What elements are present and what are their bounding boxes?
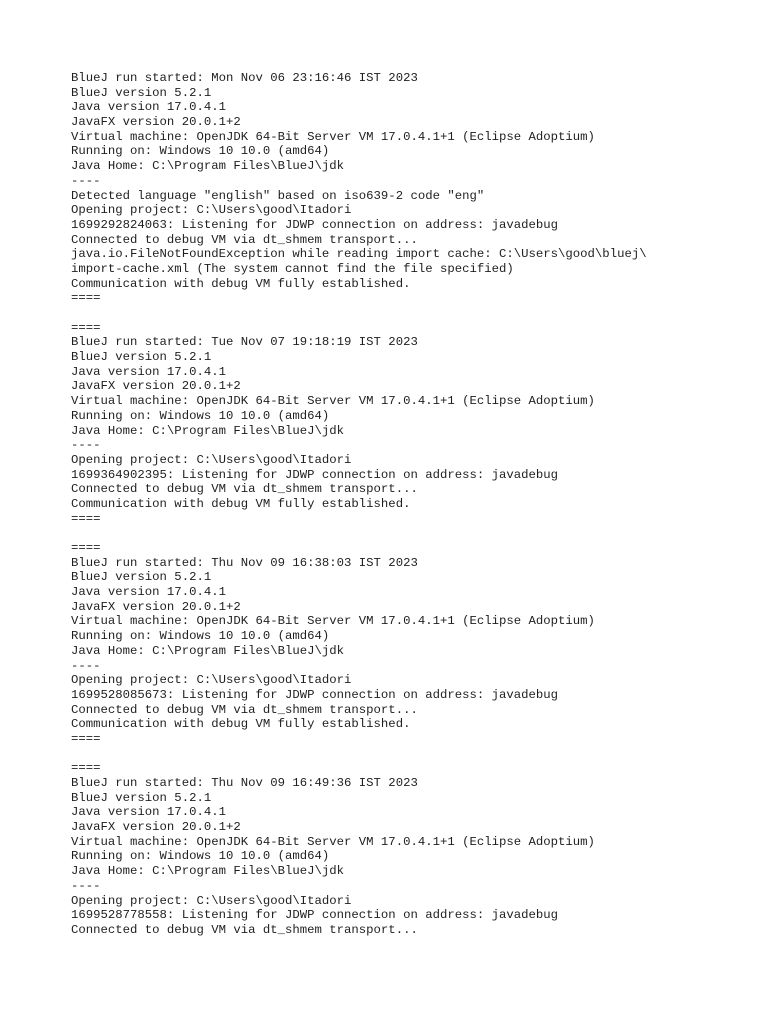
- log-line: BlueJ version 5.2.1: [71, 790, 212, 805]
- log-line: ====: [71, 731, 101, 746]
- log-line: ----: [71, 878, 101, 893]
- log-line: 1699528778558: Listening for JDWP connection on address: javadebug: [71, 908, 559, 923]
- log-line: import-cache.xml (The system cannot find the file specified): [71, 261, 514, 276]
- log-line: Running on: Windows 10 10.0 (amd64): [71, 408, 330, 423]
- log-line: Opening project: C:\Users\good\Itadori: [71, 452, 352, 467]
- log-line: Java Home: C:\Program Files\BlueJ\jdk: [71, 159, 345, 174]
- log-line: BlueJ version 5.2.1: [71, 350, 212, 365]
- log-line: Communication with debug VM fully established.: [71, 717, 411, 732]
- log-line: BlueJ run started: Tue Nov 07 19:18:19 IST 2023: [71, 335, 418, 350]
- log-line: Detected language "english" based on iso639-2 code "eng": [71, 188, 485, 203]
- log-line: Java Home: C:\Program Files\BlueJ\jdk: [71, 864, 345, 879]
- log-line: ====: [71, 291, 101, 306]
- log-line: Opening project: C:\Users\good\Itadori: [71, 673, 352, 688]
- log-line: java.io.FileNotFoundException while reading import cache: C:\Users\good\bluej\: [71, 247, 647, 262]
- log-line: Opening project: C:\Users\good\Itadori: [71, 893, 352, 908]
- log-line: Running on: Windows 10 10.0 (amd64): [71, 629, 330, 644]
- log-line: ====: [71, 761, 101, 776]
- log-line: JavaFX version 20.0.1+2: [71, 115, 241, 130]
- log-line: ----: [71, 173, 101, 188]
- log-line: [71, 306, 751, 321]
- log-line: BlueJ run started: Mon Nov 06 23:16:46 IST 2023: [71, 71, 418, 85]
- log-line: Connected to debug VM via dt_shmem transport...: [71, 922, 418, 937]
- log-line: Virtual machine: OpenJDK 64-Bit Server VM 17.0.4.1+1 (Eclipse Adoptium): [71, 834, 595, 849]
- log-line: Connected to debug VM via dt_shmem transport...: [71, 702, 418, 717]
- log-line: 1699292824063: Listening for JDWP connection on address: javadebug: [71, 217, 559, 232]
- log-line: Running on: Windows 10 10.0 (amd64): [71, 849, 330, 864]
- log-line: Connected to debug VM via dt_shmem transport...: [71, 482, 418, 497]
- log-line: [71, 747, 751, 762]
- log-line: Connected to debug VM via dt_shmem transport...: [71, 232, 418, 247]
- log-line: ====: [71, 320, 101, 335]
- log-line: Communication with debug VM fully established.: [71, 496, 411, 511]
- log-line: ----: [71, 438, 101, 453]
- log-line: Running on: Windows 10 10.0 (amd64): [71, 144, 330, 159]
- log-text-block: [71, 71, 751, 938]
- log-line: Java Home: C:\Program Files\BlueJ\jdk: [71, 423, 345, 438]
- log-line: 1699528085673: Listening for JDWP connection on address: javadebug: [71, 687, 559, 702]
- log-line: BlueJ run started: Thu Nov 09 16:38:03 IST 2023: [71, 555, 418, 570]
- log-line: ====: [71, 541, 101, 555]
- log-line: JavaFX version 20.0.1+2: [71, 820, 241, 835]
- log-line: BlueJ version 5.2.1: [71, 570, 212, 585]
- log-line: [71, 526, 751, 541]
- log-line: Virtual machine: OpenJDK 64-Bit Server VM 17.0.4.1+1 (Eclipse Adoptium): [71, 614, 595, 629]
- log-line: Virtual machine: OpenJDK 64-Bit Server VM 17.0.4.1+1 (Eclipse Adoptium): [71, 394, 595, 409]
- log-line: Java version 17.0.4.1: [71, 100, 226, 115]
- log-line: Java version 17.0.4.1: [71, 585, 226, 600]
- log-line: Opening project: C:\Users\good\Itadori: [71, 203, 352, 218]
- log-line: Java Home: C:\Program Files\BlueJ\jdk: [71, 643, 345, 658]
- log-line: ----: [71, 658, 101, 673]
- log-line: Java version 17.0.4.1: [71, 805, 226, 820]
- log-line: Java version 17.0.4.1: [71, 364, 226, 379]
- log-line: BlueJ run started: Thu Nov 09 16:49:36 IST 2023: [71, 776, 418, 790]
- log-line: JavaFX version 20.0.1+2: [71, 599, 241, 614]
- log-line: 1699364902395: Listening for JDWP connection on address: javadebug: [71, 467, 559, 482]
- log-line: Communication with debug VM fully established.: [71, 276, 411, 291]
- log-line: JavaFX version 20.0.1+2: [71, 379, 241, 394]
- log-line: ====: [71, 511, 101, 526]
- log-line: Virtual machine: OpenJDK 64-Bit Server VM 17.0.4.1+1 (Eclipse Adoptium): [71, 129, 595, 144]
- log-line: BlueJ version 5.2.1: [71, 85, 212, 100]
